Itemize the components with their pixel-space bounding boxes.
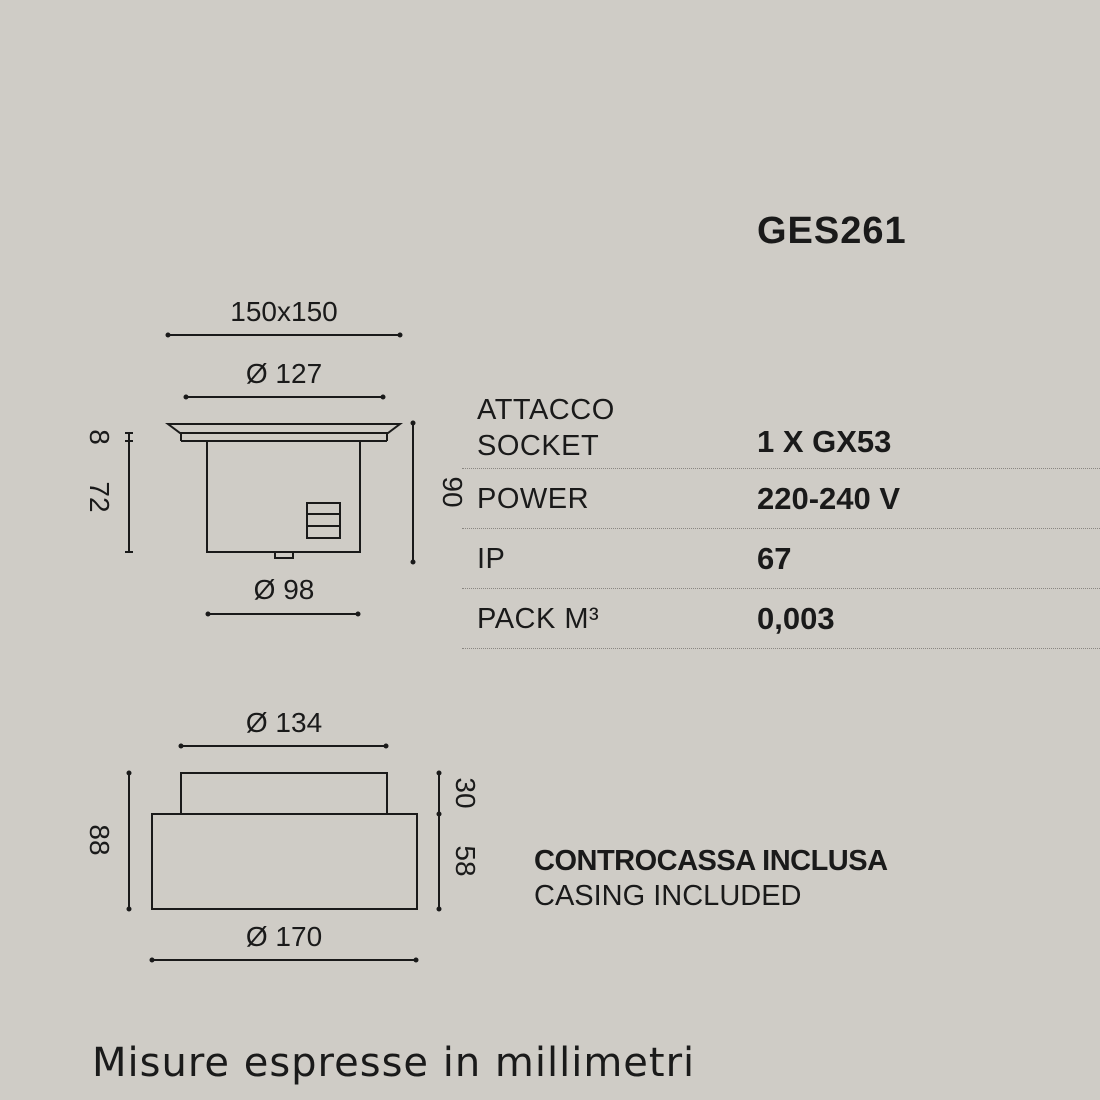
label-d127: Ø 127 xyxy=(245,358,323,389)
label-h72: 72 xyxy=(84,481,115,513)
fixture-body xyxy=(207,441,360,552)
cable-gland xyxy=(307,503,340,538)
fixture-flange xyxy=(168,424,400,433)
label-d98: Ø 98 xyxy=(253,574,315,605)
spec-label-ip: IP xyxy=(477,543,506,575)
label-d170: Ø 170 xyxy=(245,921,323,952)
spec-label-power: POWER xyxy=(477,483,590,515)
label-h8: 8 xyxy=(84,429,115,445)
casing-label-en: CASING INCLUDED xyxy=(534,880,802,912)
label-h30: 30 xyxy=(450,777,481,809)
spec-label-socket xyxy=(477,392,615,464)
casing-label-it: CONTROCASSA INCLUSA xyxy=(534,845,888,877)
product-code: GES261 xyxy=(757,210,907,252)
spec-value-pack: 0,003 xyxy=(757,601,835,636)
spec-value-socket: 1 X GX53 xyxy=(757,424,892,459)
label-h90: 90 xyxy=(437,476,468,508)
spec-row-pack xyxy=(462,589,1100,649)
label-h58: 58 xyxy=(450,845,481,877)
spec-label-socket-en: SOCKET xyxy=(477,430,600,462)
casing-top xyxy=(181,773,387,814)
spec-label-pack: PACK M³ xyxy=(477,603,600,635)
spec-row-power xyxy=(462,469,1100,529)
fixture-stub xyxy=(275,552,293,558)
spec-value-ip: 67 xyxy=(757,541,792,576)
spec-table xyxy=(462,390,1100,649)
label-h88: 88 xyxy=(84,824,115,856)
footer-note: Misure espresse in millimetri xyxy=(92,1040,696,1086)
spec-row-ip xyxy=(462,529,1100,589)
spec-row-socket xyxy=(462,390,1100,469)
label-width: 150x150 xyxy=(230,296,338,327)
spec-label-socket-it: ATTACCO xyxy=(477,394,615,426)
spec-value-power: 220-240 V xyxy=(757,481,901,516)
casing-body xyxy=(152,814,417,909)
label-d134: Ø 134 xyxy=(245,707,323,738)
casing-note xyxy=(534,845,888,913)
